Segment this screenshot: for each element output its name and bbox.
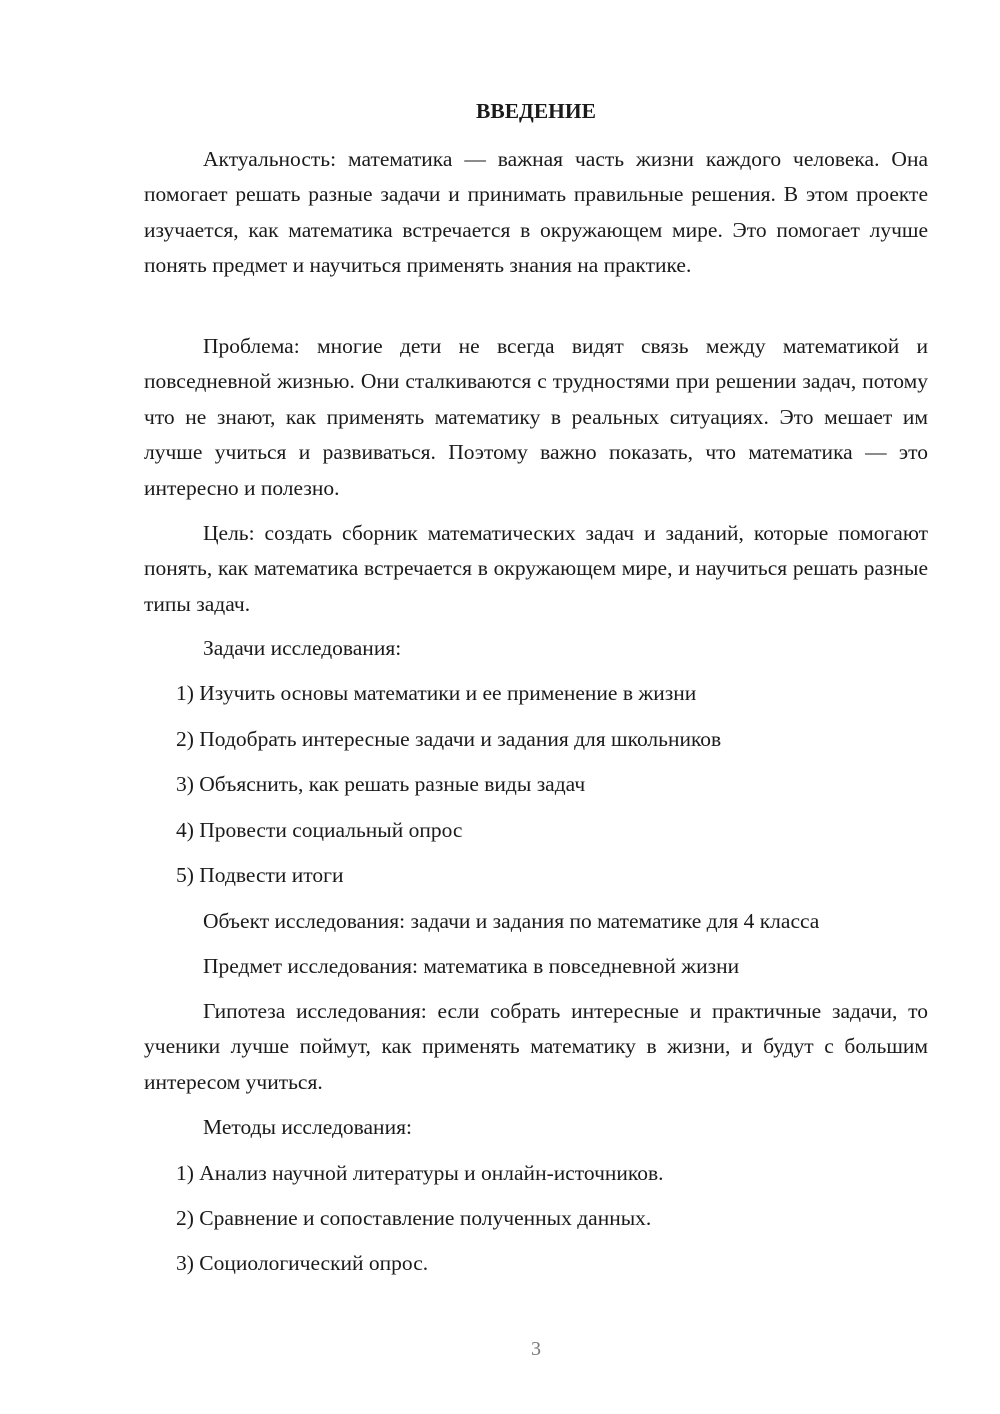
method-item-3: 3) Социологический опрос. [176,1251,429,1275]
problem-paragraph: Проблема: многие дети не всегда видят связь между математикой и повседневной жизнью. Они сталкиваются с трудностями при решении задач, потому что не знают, как применять математику в реальных ситуациях. Это мешает им лучше учиться и развиваться. Поэтому важно показать, что математика — это интересно и полезно. [144,334,928,500]
relevance-paragraph: Актуальность: математика — важная часть жизни каждого человека. Она помогает решать разные задачи и принимать правильные решения. В этом проекте изучается, как математика встречается в окружающем мире. Это помогает лучше понять предмет и научиться применять знания на практике. [144,147,928,278]
task-item-3: 3) Объяснить, как решать разные виды задач [176,772,586,796]
task-item-1: 1) Изучить основы математики и ее применение в жизни [176,681,697,705]
methods-heading: Методы исследования: [203,1115,412,1139]
method-item-2: 2) Сравнение и сопоставление полученных данных. [176,1206,652,1230]
page-number: 3 [531,1338,541,1360]
page-title: ВВЕДЕНИЕ [476,99,596,123]
task-item-2: 2) Подобрать интересные задачи и задания для школьников [176,727,722,751]
method-item-1: 1) Анализ научной литературы и онлайн-источников. [176,1161,664,1185]
task-item-4: 4) Провести социальный опрос [176,818,463,842]
research-object: Объект исследования: задачи и задания по математике для 4 класса [203,909,820,933]
goal-paragraph: Цель: создать сборник математических задач и заданий, которые помогают понять, как математика встречается в окружающем мире, и научиться решать разные типы задач. [144,521,928,616]
tasks-heading: Задачи исследования: [203,636,402,660]
research-subject: Предмет исследования: математика в повседневной жизни [203,954,740,978]
task-item-5: 5) Подвести итоги [176,863,344,887]
hypothesis-paragraph: Гипотеза исследования: если собрать интересные и практичные задачи, то ученики лучше поймут, как применять математику в жизни, и будут с большим интересом учиться. [144,999,928,1094]
